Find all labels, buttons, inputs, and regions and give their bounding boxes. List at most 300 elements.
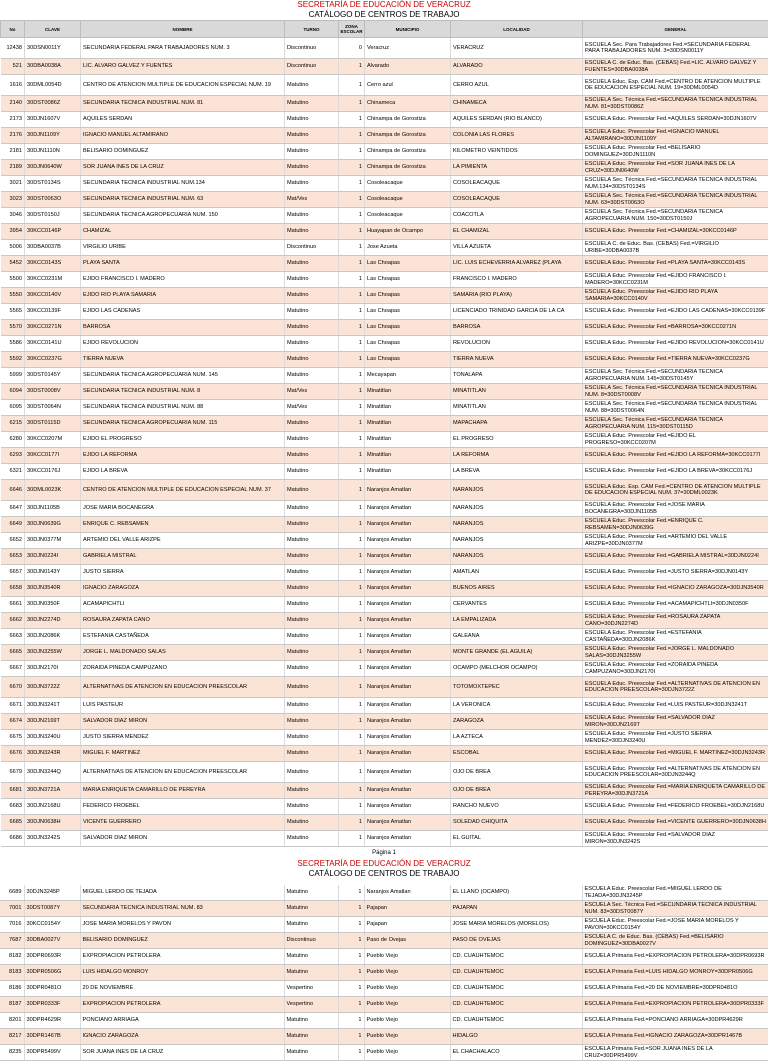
cell-turno: Matutino [285, 480, 339, 501]
cell-clave: 30DSN0011Y [25, 38, 81, 59]
cell-municipio: Naranjos Amatlan [365, 645, 451, 661]
cell-clave: 30DJN2169T [25, 714, 81, 730]
cell-clave: 30DJN1109Y [25, 128, 81, 144]
table-row [1, 38, 768, 59]
cell-nombre: SECUNDARIA FEDERAL PARA TRABAJADORES NUM. 3 [81, 38, 285, 59]
cell-municipio: Jose Azueta [365, 240, 451, 256]
cell-nombre: SECUNDARIA TECNICA AGROPECUARIA NUM. 145 [81, 368, 285, 384]
cell-turno: Matutino [285, 96, 339, 112]
cell-nombre: AQUILES SERDAN [81, 112, 285, 128]
cell-no: 7016 [0, 917, 24, 933]
cell-turno: Matutino [285, 464, 339, 480]
cell-localidad: ALVARADO [451, 59, 583, 75]
page-number: Página 1 [0, 847, 768, 859]
cell-general: ESCUELA Primaria Fed.=PONCIANO ARRIAGA=30DPR4629R [582, 1013, 768, 1029]
cell-general: ESCUELA C. de Educ. Bas. (CEBAS) Fed.=LIC. ALVARO GALVEZ Y FUENTES=30DBA0038A [583, 59, 768, 75]
cell-clave: 30DJN3242S [25, 831, 81, 847]
cell-no: 6653 [1, 549, 25, 565]
cell-localidad: LIC. LUIS ECHEVERRIA ALVAREZ (PLAYA [451, 256, 583, 272]
cell-no: 7687 [0, 933, 24, 949]
cell-nombre: EJIDO FRANCISCO I. MADERO [81, 272, 285, 288]
cell-clave: 30KCC0177I [25, 448, 81, 464]
table-row [0, 885, 768, 901]
cell-nombre: MIGUEL LERDO DE TEJADA [80, 885, 284, 901]
cell-localidad: TONALAPA [451, 368, 583, 384]
cell-general: ESCUELA C. de Educ. Bas. (CEBAS) Fed.=VIRGILIO URIBE=30DBA0037B [583, 240, 768, 256]
cell-general: ESCUELA Educ. Preescolar Fed.=JOSE MARIA MORELOS Y PAVON=30KCC0154Y [582, 917, 768, 933]
table-row [1, 815, 768, 831]
cell-no: 12438 [1, 38, 25, 59]
cell-clave: 30KCC0271N [25, 320, 81, 336]
cell-zona: 1 [339, 272, 365, 288]
cell-municipio: Pajapan [364, 917, 450, 933]
page-header [0, 0, 768, 20]
cell-clave: 30DST0008V [25, 384, 81, 400]
cell-zona: 1 [339, 714, 365, 730]
cell-municipio: Naranjos Amatlan [365, 815, 451, 831]
cell-localidad: MONTE GRANDE (EL AGUILA) [451, 645, 583, 661]
cell-localidad: CD. CUAUHTEMOC [450, 1013, 582, 1029]
table-row [0, 949, 768, 965]
cell-general: ESCUELA Educ. Preescolar Fed.=BARROSA=30KCC0271N [583, 320, 768, 336]
table-row [1, 581, 768, 597]
cell-general: ESCUELA Educ. Preescolar Fed.=IGNACIO ZARAGOZA=30DJN3540R [583, 581, 768, 597]
cell-localidad: FRANCISCO I. MADERO [451, 272, 583, 288]
cell-localidad: CD. CUAUHTEMOC [450, 949, 582, 965]
table-body-2 [0, 885, 768, 1061]
cell-no: 6321 [1, 464, 25, 480]
cell-general: ESCUELA Primaria Fed.=IGNACIO ZARAGOZA=30DPR1467B [582, 1029, 768, 1045]
cell-turno: Matutino [285, 320, 339, 336]
cell-zona: 1 [339, 320, 365, 336]
table-row [1, 240, 768, 256]
cell-no: 2189 [1, 160, 25, 176]
cell-general: ESCUELA Educ. Preescolar Fed.=EJIDO LA BREVA=30KCC0176J [583, 464, 768, 480]
table-row [1, 416, 768, 432]
cell-no: 5586 [1, 336, 25, 352]
cell-nombre: SECUNDARIA TECNICA INDUSTRIAL NUM. 8 [81, 384, 285, 400]
table-row [1, 645, 768, 661]
cell-nombre: ROSAURA ZAPATA CANO [81, 613, 285, 629]
cell-zona: 1 [339, 815, 365, 831]
cell-general: ESCUELA Educ. Preescolar Fed.=MIGUEL F. MARTINEZ=30DJN3243R [583, 746, 768, 762]
cell-turno: Matutino [285, 128, 339, 144]
cell-clave: 30DPR0333F [24, 997, 80, 1013]
cell-nombre: EXPROPIACION PETROLERA [80, 997, 284, 1013]
cell-localidad: NARANJOS [451, 517, 583, 533]
cell-nombre: EJIDO EL PROGRESO [81, 432, 285, 448]
cell-turno: Matutino [285, 112, 339, 128]
cell-localidad: AQUILES SERDAN (RIO BLANCO) [451, 112, 583, 128]
cell-nombre: EJIDO LA BREVA [81, 464, 285, 480]
cell-zona: 1 [339, 613, 365, 629]
cell-clave: 30DJN0640W [25, 160, 81, 176]
cell-zona: 1 [339, 304, 365, 320]
cell-clave: 30KCC0231M [25, 272, 81, 288]
cell-zona: 1 [339, 480, 365, 501]
cell-localidad: PASO DE OVEJAS [450, 933, 582, 949]
cell-zona: 1 [339, 176, 365, 192]
cell-no: 8187 [0, 997, 24, 1013]
cell-no: 6657 [1, 565, 25, 581]
cell-municipio: Naranjos Amatlan [365, 517, 451, 533]
cell-general: ESCUELA Educ. Preescolar Fed.=JOSE MARIA BOCANEGRA=30DJN1105B [583, 501, 768, 517]
cell-clave: 30KCC0139F [25, 304, 81, 320]
cell-clave: 30DST0063O [25, 192, 81, 208]
cell-municipio: Las Choapas [365, 272, 451, 288]
cell-general: ESCUELA Sec. Técnica Fed.=SECUNDARIA TECNICA INDUSTRIAL NUM. 63=30DST0063O [583, 192, 768, 208]
cell-no: 6652 [1, 533, 25, 549]
cell-zona: 1 [338, 917, 364, 933]
cell-clave: 30DJN2168U [25, 799, 81, 815]
cell-municipio: Minatitlan [365, 400, 451, 416]
cell-general: ESCUELA Primaria Fed.=SOR JUANA INES DE LA CRUZ=30DPR5499V [582, 1045, 768, 1061]
cell-municipio: Naranjos Amatlan [365, 698, 451, 714]
cell-nombre: ESTEFANIA CASTAÑEDA [81, 629, 285, 645]
cell-localidad: PAJAPAN [450, 901, 582, 917]
cell-turno: Matutino [285, 176, 339, 192]
cell-municipio: Alvarado [365, 59, 451, 75]
cell-nombre: PLAYA SANTA [81, 256, 285, 272]
cell-nombre: SALVADOR DIAZ MIRON [81, 831, 285, 847]
cell-turno: Matutino [284, 1013, 338, 1029]
cell-no: 521 [1, 59, 25, 75]
cell-turno: Matutino [285, 783, 339, 799]
cell-no: 6686 [1, 831, 25, 847]
cell-no: 5006 [1, 240, 25, 256]
table-row [1, 533, 768, 549]
cell-zona: 1 [339, 224, 365, 240]
cell-localidad: RANCHO NUEVO [451, 799, 583, 815]
cell-clave: 30DJN3244Q [25, 762, 81, 783]
cell-zona: 1 [339, 256, 365, 272]
cell-municipio: Naranjos Amatlan [365, 746, 451, 762]
cell-nombre: ARTEMIO DEL VALLE ARIZPE [81, 533, 285, 549]
cell-localidad: MINATITLAN [451, 400, 583, 416]
cell-turno: Mat/Ves [285, 192, 339, 208]
cell-localidad: CD. CUAUHTEMOC [450, 965, 582, 981]
cell-no: 6094 [1, 384, 25, 400]
cell-turno: Matutino [285, 661, 339, 677]
cell-zona: 1 [339, 783, 365, 799]
table-row [1, 677, 768, 698]
cell-turno: Matutino [285, 448, 339, 464]
table-body [1, 38, 768, 847]
cell-zona: 1 [338, 901, 364, 917]
table-row [0, 1045, 768, 1061]
cell-municipio: Chinampa de Gorostiza [365, 112, 451, 128]
cell-zona: 1 [339, 565, 365, 581]
cell-clave: 30DJN3540R [25, 581, 81, 597]
cell-zona: 1 [339, 432, 365, 448]
cell-general: ESCUELA Educ. Preescolar Fed.=EJIDO EL PROGRESO=30KCC0207M [583, 432, 768, 448]
cell-zona: 1 [339, 645, 365, 661]
cell-municipio: Las Choapas [365, 304, 451, 320]
cell-turno: Matutino [285, 288, 339, 304]
cell-clave: 30DST0150J [25, 208, 81, 224]
cell-general: ESCUELA Primaria Fed.=EXPROPIACION PETROLERA=30DPR0693R [582, 949, 768, 965]
cell-general: ESCUELA Educ. Preescolar Fed.=IGNACIO MANUEL ALTAMIRANO=30DJN1109Y [583, 128, 768, 144]
column-header: CLAVE [25, 21, 81, 38]
cell-nombre: IGNACIO ZARAGOZA [81, 581, 285, 597]
cell-municipio: Naranjos Amatlan [365, 501, 451, 517]
cell-turno: Matutino [285, 746, 339, 762]
cell-zona: 1 [339, 384, 365, 400]
cell-nombre: ZORAIDA PINEDA CAMPUZANO [81, 661, 285, 677]
cell-turno: Matutino [284, 1045, 338, 1061]
cell-turno: Matutino [285, 533, 339, 549]
column-header: NOMBRE [81, 21, 285, 38]
column-header: No [1, 21, 25, 38]
cell-no: 6671 [1, 698, 25, 714]
cell-clave: 30DJN2086K [25, 629, 81, 645]
document-subtitle: CATÁLOGO DE CENTROS DE TRABAJO [0, 869, 768, 879]
cell-zona: 1 [339, 144, 365, 160]
table-row [1, 384, 768, 400]
cell-clave: 30DJN1105B [25, 501, 81, 517]
cell-turno: Mat/Ves [285, 400, 339, 416]
cell-general: ESCUELA Educ. Preescolar Fed.=JUSTO SIERRA=30DJN0143Y [583, 565, 768, 581]
cell-turno: Discontinuo [285, 38, 339, 59]
cell-zona: 1 [339, 464, 365, 480]
cell-municipio: Naranjos Amatlan [365, 533, 451, 549]
cell-nombre: IGNACIO ZARAGOZA [80, 1029, 284, 1045]
cell-zona: 1 [339, 831, 365, 847]
cell-nombre: 20 DE NOVIEMBRE [80, 981, 284, 997]
cell-nombre: CENTRO DE ATENCION MULTIPLE DE EDUCACION ESPECIAL NUM. 19 [81, 75, 285, 96]
cell-nombre: SECUNDARIA TECNICA AGROPECUARIA NUM. 150 [81, 208, 285, 224]
cell-municipio: Pajapan [364, 901, 450, 917]
cell-nombre: VICENTE GUERRERO [81, 815, 285, 831]
cell-turno: Matutino [285, 368, 339, 384]
cell-no: 6675 [1, 730, 25, 746]
cell-turno: Matutino [285, 208, 339, 224]
cell-localidad: NARANJOS [451, 501, 583, 517]
cell-no: 3046 [1, 208, 25, 224]
cell-municipio: Naranjos Amatlan [365, 613, 451, 629]
cell-nombre: PONCIANO ARRIAGA [80, 1013, 284, 1029]
cell-zona: 1 [339, 581, 365, 597]
cell-zona: 1 [339, 208, 365, 224]
cell-clave: 30DJN1607V [25, 112, 81, 128]
table-row [1, 464, 768, 480]
cell-localidad: HIDALGO [450, 1029, 582, 1045]
table-row [1, 746, 768, 762]
cell-no: 6681 [1, 783, 25, 799]
cell-general: ESCUELA Educ. Preescolar Fed.=TIERRA NUEVA=30KCC0237G [583, 352, 768, 368]
cell-turno: Discontinuo [285, 240, 339, 256]
table-row [1, 597, 768, 613]
cell-clave: 30DST0134S [25, 176, 81, 192]
table-row [1, 144, 768, 160]
cell-clave: 30DJN2170I [25, 661, 81, 677]
cell-zona: 1 [339, 746, 365, 762]
cell-general: ESCUELA Sec. Técnica Fed.=SECUNDARIA TECNICA AGROPECUARIA NUM. 145=30DST0145Y [583, 368, 768, 384]
cell-no: 6658 [1, 581, 25, 597]
cell-general: ESCUELA Educ. Preescolar Fed.=ENRIQUE C. REBSAMEN=30DJN0639G [583, 517, 768, 533]
cell-clave: 30DJN3255W [25, 645, 81, 661]
table-row [0, 1013, 768, 1029]
cell-municipio: Chinameca [365, 96, 451, 112]
cell-no: 2176 [1, 128, 25, 144]
cell-localidad: ZARAGOZA [451, 714, 583, 730]
cell-turno: Matutino [285, 565, 339, 581]
cell-general: ESCUELA Educ. Preescolar Fed.=SOR JUANA INES DE LA CRUZ=30DJN0640W [583, 160, 768, 176]
cell-municipio: Pueblo Viejo [364, 949, 450, 965]
cell-nombre: EJIDO LAS CADENAS [81, 304, 285, 320]
table-row [1, 730, 768, 746]
cell-zona: 1 [339, 288, 365, 304]
cell-localidad: ESCOBAL [451, 746, 583, 762]
cell-nombre: BELISARIO DOMINGUEZ [80, 933, 284, 949]
cell-clave: 30KCC0146P [25, 224, 81, 240]
table-row [1, 432, 768, 448]
cell-localidad: CD. CUAUHTEMOC [450, 981, 582, 997]
cell-turno: Matutino [284, 901, 338, 917]
cell-municipio: Chinampa de Gorostiza [365, 144, 451, 160]
cell-municipio: Pueblo Viejo [364, 997, 450, 1013]
cell-zona: 1 [339, 192, 365, 208]
cell-zona: 1 [339, 501, 365, 517]
cell-municipio: Pueblo Viejo [364, 981, 450, 997]
document-title: SECRETARÍA DE EDUCACIÓN DE VERACRUZ [0, 859, 768, 869]
cell-turno: Matutino [285, 517, 339, 533]
cell-localidad: OJO DE BREA [451, 762, 583, 783]
cell-general: ESCUELA Educ. Preescolar Fed.=MIGUEL LERDO DE TEJADA=30DJN3245P [582, 885, 768, 901]
cell-municipio: Paso de Ovejas [364, 933, 450, 949]
cell-localidad: COLONIA LAS FLORES [451, 128, 583, 144]
table-row [0, 1029, 768, 1045]
cell-turno: Matutino [285, 549, 339, 565]
table-row [0, 933, 768, 949]
cell-municipio: Las Choapas [365, 352, 451, 368]
cell-nombre: GABRIELA MISTRAL [81, 549, 285, 565]
cell-municipio: Pueblo Viejo [364, 1029, 450, 1045]
cell-clave: 30KCC0140V [25, 288, 81, 304]
cell-turno: Matutino [285, 613, 339, 629]
cell-general: ESCUELA Educ. Preescolar Fed.=PLAYA SANTA=30KCC0143S [583, 256, 768, 272]
cell-municipio: Pueblo Viejo [364, 1013, 450, 1029]
cell-zona: 1 [339, 240, 365, 256]
table-row [1, 272, 768, 288]
cell-municipio: Naranjos Amatlan [365, 783, 451, 799]
cell-clave: 30DJN1110N [25, 144, 81, 160]
cell-nombre: LUIS PASTEUR [81, 698, 285, 714]
table-row [1, 128, 768, 144]
cell-localidad: REVOLUCION [451, 336, 583, 352]
table-row [0, 981, 768, 997]
cell-general: ESCUELA Educ. Esp. CAM Fed.=CENTRO DE ATENCION MULTIPLE DE EDUCACION ESPECIAL NUM. 37=30DML0023K [583, 480, 768, 501]
cell-nombre: SECUNDARIA TECNICA AGROPECUARIA NUM. 115 [81, 416, 285, 432]
cell-municipio: Mecayapan [365, 368, 451, 384]
cell-nombre: JOSE MARIA BOCANEGRA [81, 501, 285, 517]
cell-zona: 1 [339, 112, 365, 128]
cell-turno: Discontinuo [285, 59, 339, 75]
cell-no: 6215 [1, 416, 25, 432]
table-row [0, 997, 768, 1013]
cell-general: ESCUELA Sec. Técnica Fed.=SECUNDARIA TECNICA INDUSTRIAL NUM. 88=30DST0064N [583, 400, 768, 416]
cell-clave: 30DJN3722Z [25, 677, 81, 698]
cell-turno: Mat/Ves [285, 384, 339, 400]
cell-general: ESCUELA Educ. Preescolar Fed.=SALVADOR DIAZ MIRON=30DJN2169T [583, 714, 768, 730]
cell-zona: 1 [338, 965, 364, 981]
cell-general: ESCUELA Educ. Preescolar Fed.=VICENTE GUERRERO=30DJN0638H [583, 815, 768, 831]
cell-nombre: SALVADOR DIAZ MIRON [81, 714, 285, 730]
cell-municipio: Naranjos Amatlan [365, 549, 451, 565]
cell-zona: 1 [339, 128, 365, 144]
cell-zona: 1 [339, 75, 365, 96]
cell-general: ESCUELA Primaria Fed.=EXPROPIACION PETROLERA=30DPR0333F [582, 997, 768, 1013]
cell-general: ESCUELA Educ. Preescolar Fed.=ROSAURA ZAPATA CANO=30DJN2274D [583, 613, 768, 629]
cell-nombre: ALTERNATIVAS DE ATENCION EN EDUCACION PREESCOLAR [81, 677, 285, 698]
cell-turno: Matutino [285, 831, 339, 847]
cell-nombre: BELISARIO DOMINGUEZ [81, 144, 285, 160]
cell-no: 6685 [1, 815, 25, 831]
cell-turno: Matutino [285, 581, 339, 597]
cell-localidad: MAPACHAPA [451, 416, 583, 432]
cell-nombre: MIGUEL F. MARTINEZ [81, 746, 285, 762]
cell-general: ESCUELA Sec. Técnica Fed.=SECUNDARIA TECNICA AGROPECUARIA NUM. 115=30DST0115D [583, 416, 768, 432]
cell-turno: Matutino [285, 645, 339, 661]
cell-turno: Matutino [284, 885, 338, 901]
cell-localidad: CHINAMECA [451, 96, 583, 112]
cell-no: 5999 [1, 368, 25, 384]
cell-general: ESCUELA Educ. Preescolar Fed.=ALTERNATIVAS DE ATENCION EN EDUCACION PREESCOLAR=30DJN3722Z [583, 677, 768, 698]
cell-turno: Matutino [285, 432, 339, 448]
cell-turno: Matutino [285, 160, 339, 176]
table-row [1, 698, 768, 714]
cell-no: 5565 [1, 304, 25, 320]
cell-clave: 30KCC0176J [25, 464, 81, 480]
document-subtitle: CATÁLOGO DE CENTROS DE TRABAJO [0, 10, 768, 20]
catalog-table-page1 [0, 20, 768, 847]
cell-clave: 30KCC0143S [25, 256, 81, 272]
cell-no: 6674 [1, 714, 25, 730]
cell-municipio: Chinampa de Gorostiza [365, 128, 451, 144]
column-header: TURNO [285, 21, 339, 38]
table-row [1, 762, 768, 783]
cell-general: ESCUELA Educ. Preescolar Fed.=ALTERNATIVAS DE ATENCION EN EDUCACION PREESCOLAR=30DJN3244Q [583, 762, 768, 783]
cell-municipio: Chinampa de Gorostiza [365, 160, 451, 176]
cell-turno: Matutino [285, 677, 339, 698]
cell-municipio: Pueblo Viejo [364, 965, 450, 981]
cell-turno: Matutino [285, 714, 339, 730]
table-row [1, 352, 768, 368]
cell-municipio: Naranjos Amatlan [365, 730, 451, 746]
cell-no: 5570 [1, 320, 25, 336]
cell-localidad: EL PROGRESO [451, 432, 583, 448]
cell-localidad: MINATITLAN [451, 384, 583, 400]
cell-no: 8235 [0, 1045, 24, 1061]
cell-clave: 30DJN0638H [25, 815, 81, 831]
cell-zona: 1 [339, 597, 365, 613]
cell-general: ESCUELA Educ. Preescolar Fed.=BELISARIO DOMINGUEZ=30DJN1110N [583, 144, 768, 160]
cell-no: 6095 [1, 400, 25, 416]
cell-nombre: EJIDO RIO PLAYA SAMARIA [81, 288, 285, 304]
cell-clave: 30DJN0639G [25, 517, 81, 533]
cell-zona: 1 [339, 549, 365, 565]
cell-clave: 30DJN0224I [25, 549, 81, 565]
cell-localidad: LA EMPALIZADA [451, 613, 583, 629]
cell-nombre: EXPROPIACION PETROLERA [80, 949, 284, 965]
cell-clave: 30DST0086Z [25, 96, 81, 112]
cell-general: ESCUELA Educ. Preescolar Fed.=JUSTO SIERRA MENDEZ=30DJN3240U [583, 730, 768, 746]
table-row [1, 192, 768, 208]
cell-nombre: SECUNDARIA TECNICA INDUSTRIAL NUM. 83 [80, 901, 284, 917]
cell-zona: 1 [339, 677, 365, 698]
cell-nombre: MARIA ENRIQUETA CAMARILLO DE PEREYRA [81, 783, 285, 799]
cell-no: 7001 [0, 901, 24, 917]
